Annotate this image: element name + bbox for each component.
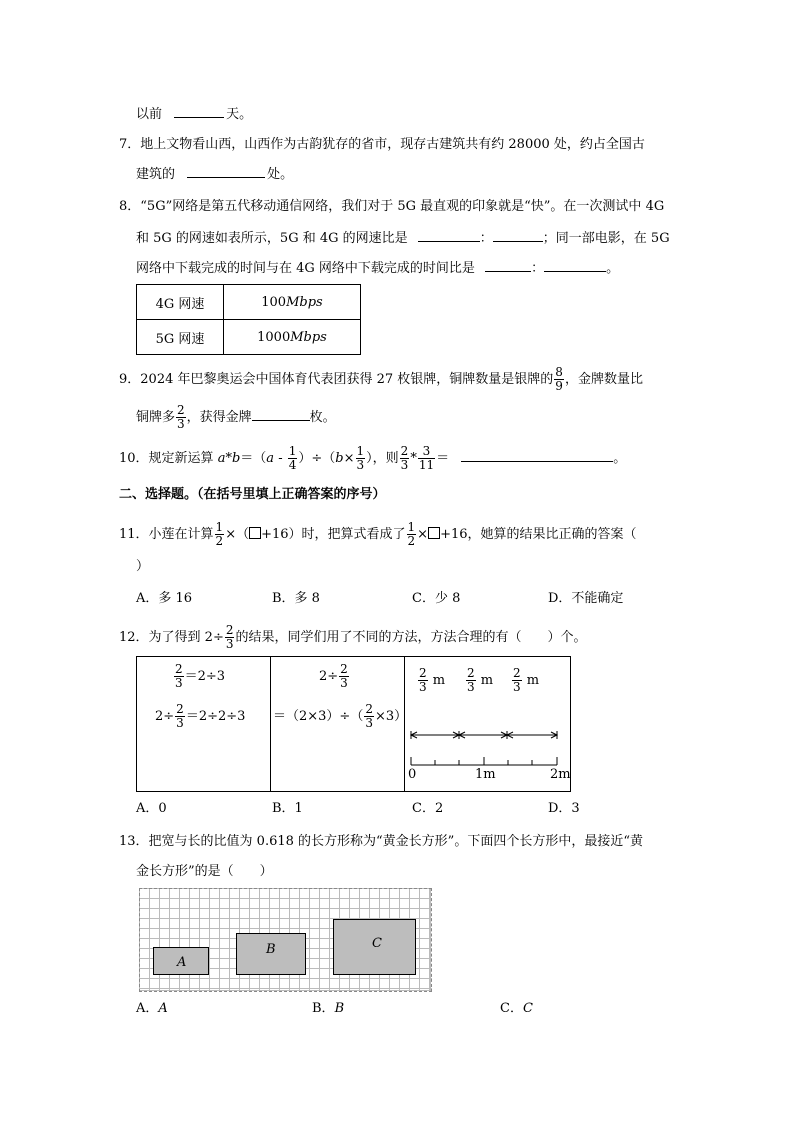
numerator: 2 xyxy=(419,666,427,680)
q11-option-d[interactable]: D．不能确定 xyxy=(548,591,624,606)
q9-text-suffix: ，金牌数量比 xyxy=(564,372,643,387)
q8-suffix: ；同一部电影，在 5G xyxy=(542,231,670,246)
method1-eq1: ＝2÷3 xyxy=(184,669,226,684)
method2-r2: ×3） xyxy=(374,709,408,724)
q8-suffix3: 。 xyxy=(606,261,620,276)
denominator: 2 xyxy=(215,534,224,548)
numerator: 2 xyxy=(175,662,183,676)
q13-option-a[interactable] xyxy=(136,1000,168,1018)
table-cell: 4G 网速 xyxy=(137,285,224,320)
table-row xyxy=(137,285,361,320)
q12-option-a[interactable]: A．0 xyxy=(136,801,167,816)
method1-l2: 2÷ xyxy=(155,709,175,724)
q11-option-b[interactable]: B．多 8 xyxy=(272,591,320,606)
fraction xyxy=(215,521,225,548)
fraction xyxy=(225,624,235,651)
rectangle-b xyxy=(236,933,306,975)
denominator: 11 xyxy=(418,458,435,472)
q7-prefix: 建筑的 xyxy=(136,167,176,182)
numerator: 1 xyxy=(288,444,297,458)
method2-l2: ＝（2×3）÷（ xyxy=(273,709,364,724)
q7-answer-blank[interactable] xyxy=(187,164,265,178)
op-star: * xyxy=(410,451,417,466)
q11-mid1: ×（ xyxy=(225,527,250,542)
method1-eq2: ＝2÷2÷3 xyxy=(185,709,246,724)
q10-answer-blank[interactable] xyxy=(461,448,613,462)
rectangle-a xyxy=(153,947,209,975)
q10-eq: ＝（ xyxy=(240,451,267,466)
q8-line2 xyxy=(136,228,670,248)
var-b: b xyxy=(231,451,241,466)
q11-line2: ） xyxy=(136,559,150,574)
numerator: 1 xyxy=(356,444,365,458)
q7-line1: 7．地上文物看山西，山西作为古韵犹存的省市，现存古建筑共有约 28000 处，约占全国古 xyxy=(119,137,645,152)
q7-suffix: 处。 xyxy=(267,167,294,182)
q12-option-b[interactable]: B．1 xyxy=(272,801,303,816)
rect-label: A xyxy=(177,955,187,970)
fraction xyxy=(554,366,564,393)
q9-answer-blank[interactable] xyxy=(252,407,310,421)
unit: m xyxy=(526,673,540,688)
q10-then: ），则 xyxy=(366,451,399,466)
op-times: × xyxy=(343,451,355,466)
table-cell: 5G 网速 xyxy=(137,320,224,355)
q11-prefix: 11．小莲在计算 xyxy=(119,527,214,542)
q8-line1: 8．“5G”网络是第五代移动通信网络，我们对于 5G 最直观的印象就是“快”。在一次测试中 4G xyxy=(119,199,665,214)
denominator: 3 xyxy=(176,716,184,730)
numerator: 2 xyxy=(400,444,409,458)
op-div: ）÷（ xyxy=(298,451,336,466)
q8-ratio2-blank[interactable] xyxy=(485,258,531,272)
q10-end: 。 xyxy=(613,451,627,466)
denominator: 3 xyxy=(400,458,409,472)
section-heading: 二、选择题。（在括号里填上正确答案的序号） xyxy=(119,487,386,502)
method-cell-3 xyxy=(404,656,571,792)
denominator: 2 xyxy=(407,534,416,548)
q10-line xyxy=(119,445,626,472)
q11-option-a[interactable]: A．多 16 xyxy=(136,591,193,606)
speed-table xyxy=(136,284,361,355)
q11-option-c[interactable]: C．少 8 xyxy=(412,591,461,606)
q9-mid: ，获得金牌 xyxy=(186,410,252,425)
numerator: 1 xyxy=(407,520,416,534)
fraction xyxy=(407,521,417,548)
q13-option-c[interactable] xyxy=(500,1000,533,1018)
grid-paper xyxy=(139,888,432,992)
op-star: * xyxy=(225,451,232,466)
q11-mid2: +16）时，把算式看成了 xyxy=(261,527,406,542)
q8-line3 xyxy=(136,258,619,278)
fraction xyxy=(356,445,366,472)
denominator: 3 xyxy=(340,676,348,690)
q13-line1: 13．把宽与长的比值为 0.618 的长方形称为“黄金长方形”。下面四个长方形中，最接近“黄 xyxy=(119,834,643,849)
numerator: 2 xyxy=(467,666,475,680)
q8-ratio1b-blank[interactable] xyxy=(493,228,543,242)
numerator: 2 xyxy=(365,702,373,716)
q11-mid4: +16，她算的结果比正确的答案（ xyxy=(440,527,637,542)
numerator: 8 xyxy=(555,365,563,379)
speed-unit: Mbps xyxy=(286,294,323,310)
q11-line1 xyxy=(119,521,637,548)
method-cell-2 xyxy=(270,656,408,792)
q12-option-c[interactable]: C．2 xyxy=(412,801,444,816)
fraction xyxy=(288,445,298,472)
numerator: 1 xyxy=(215,520,224,534)
q12-option-d[interactable]: D．3 xyxy=(548,801,580,816)
denominator: 3 xyxy=(356,458,365,472)
denominator: 9 xyxy=(555,379,563,393)
speed-unit: Mbps xyxy=(290,329,327,345)
q8-prefix: 和 5G 的网速如表所示，5G 和 4G 的网速比是 xyxy=(136,231,408,246)
ruler-label-1m: 1m xyxy=(475,767,496,782)
q8-ratio2b-blank[interactable] xyxy=(544,258,606,272)
denominator: 3 xyxy=(467,680,475,694)
q12-prefix: 12．为了得到 2÷ xyxy=(119,630,224,645)
q9-line2 xyxy=(136,404,336,431)
q8-colon: ： xyxy=(479,231,493,246)
q11-mid3: × xyxy=(417,527,429,542)
numerator: 2 xyxy=(176,702,184,716)
unit: m xyxy=(432,673,446,688)
denominator: 3 xyxy=(365,716,373,730)
option-prefix: C． xyxy=(500,1001,523,1016)
fraction xyxy=(176,404,186,431)
method2-line2 xyxy=(273,703,407,730)
q9-prefix: 铜牌多 xyxy=(136,410,176,425)
q9-suffix: 枚。 xyxy=(309,410,336,425)
q8-ratio1-blank[interactable] xyxy=(418,228,480,242)
q8-colon2: ： xyxy=(531,261,545,276)
q8-prefix3: 网络中下载完成的时间与在 4G 网络中下载完成的时间比是 xyxy=(136,261,475,276)
q10-eq2: ＝ xyxy=(436,451,450,466)
numerator: 2 xyxy=(340,662,348,676)
denominator: 3 xyxy=(177,417,185,431)
q10-prefix: 10．规定新运算 xyxy=(119,451,214,466)
table-row xyxy=(137,320,361,355)
var-a: a xyxy=(266,451,275,466)
method1-line1 xyxy=(173,663,225,690)
fraction xyxy=(364,703,374,730)
table-cell xyxy=(224,320,361,355)
rect-label: B xyxy=(266,942,276,957)
square-box xyxy=(249,527,261,539)
option-letter: A xyxy=(158,1001,168,1016)
numerator: 3 xyxy=(418,445,435,459)
table-cell xyxy=(224,285,361,320)
q12-suffix: 的结果，同学们用了不同的方法，方法合理的有（ ）个。 xyxy=(235,630,587,645)
square-box xyxy=(428,527,440,539)
q7-line2 xyxy=(136,164,293,184)
ruler-label-2m: 2m xyxy=(550,767,571,782)
var-b: b xyxy=(335,451,344,466)
rect-label: C xyxy=(372,936,382,951)
q6-suffix: 天。 xyxy=(226,107,253,122)
q13-option-b[interactable] xyxy=(312,1000,344,1018)
denominator: 3 xyxy=(175,676,183,690)
q13-line2: 金长方形”的是（ ） xyxy=(136,864,273,879)
q12-line xyxy=(119,624,587,651)
denominator: 3 xyxy=(419,680,427,694)
method2-l1: 2÷ xyxy=(319,669,339,684)
q6-prefix: 以前 xyxy=(136,107,163,122)
speed-value: 1000 xyxy=(257,329,291,345)
speed-value: 100 xyxy=(261,294,287,310)
option-prefix: A． xyxy=(136,1001,159,1016)
option-letter: B xyxy=(334,1001,345,1016)
option-letter: C xyxy=(522,1001,533,1016)
method-cell-1 xyxy=(136,656,271,792)
fraction xyxy=(174,663,184,690)
fraction xyxy=(400,445,410,472)
var-a: a xyxy=(217,451,226,466)
q9-text: 9．2024 年巴黎奥运会中国体育代表团获得 27 枚银牌，铜牌数量是银牌的 xyxy=(119,372,554,387)
denominator: 3 xyxy=(225,637,234,651)
denominator: 4 xyxy=(288,458,297,472)
unit: m xyxy=(480,673,494,688)
method2-line1 xyxy=(319,663,350,690)
numerator: 2 xyxy=(177,403,185,417)
fraction xyxy=(418,445,435,472)
q6-answer-blank[interactable] xyxy=(174,104,224,118)
ruler-label-0: 0 xyxy=(408,767,417,782)
numerator: 2 xyxy=(225,623,234,637)
rectangle-c xyxy=(333,919,416,975)
q6-line xyxy=(136,104,252,124)
q9-line1 xyxy=(119,366,643,393)
option-prefix: B． xyxy=(312,1001,335,1016)
fraction xyxy=(175,703,185,730)
numerator: 2 xyxy=(513,666,521,680)
denominator: 3 xyxy=(513,680,521,694)
fraction xyxy=(339,663,349,690)
method1-line2 xyxy=(155,703,245,730)
op-minus: - xyxy=(274,451,287,466)
